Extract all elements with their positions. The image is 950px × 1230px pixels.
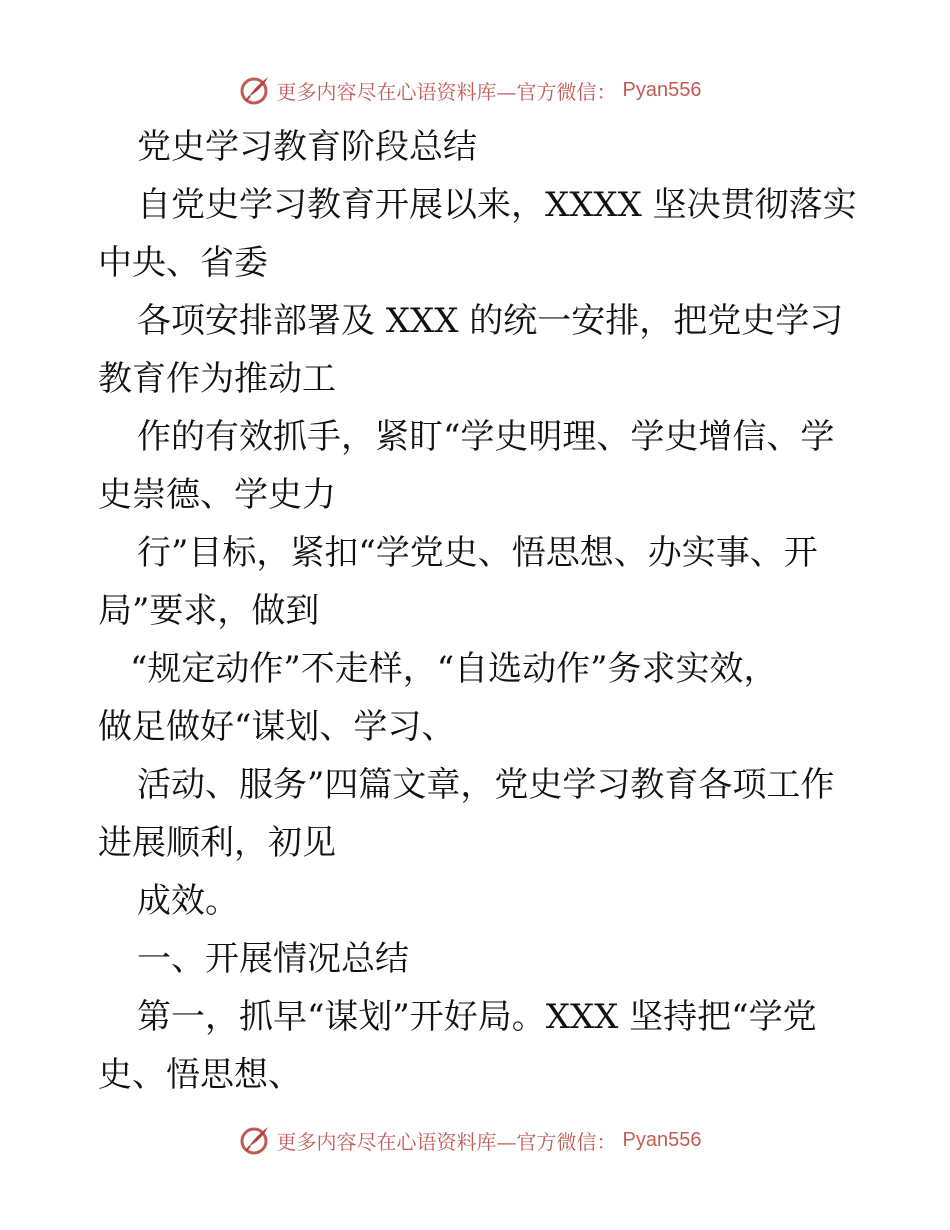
doc-line: 做足做好“谋划、学习、 <box>98 707 456 747</box>
doc-line: 自党史学习教育开展以来，XXXX 坚决贯彻落实 <box>137 185 857 225</box>
doc-line: 第一，抓早“谋划”开好局。XXX 坚持把“学党 <box>137 997 817 1037</box>
footer-banner <box>0 1120 950 1160</box>
doc-line: 作的有效抓手，紧盯“学史明理、学史增信、学 <box>137 417 835 457</box>
footer-banner-wechat-id: Pyan556 <box>622 1128 702 1151</box>
header-banner-content <box>239 74 702 106</box>
doc-line: 局”要求，做到 <box>98 591 320 631</box>
header-banner-text: 更多内容尽在心语资料库—官方微信： <box>276 79 617 104</box>
doc-line: 进展顺利，初见 <box>98 823 336 863</box>
footer-banner-content <box>239 1124 702 1156</box>
doc-line: 史、悟思想、 <box>98 1055 302 1095</box>
doc-line: 成效。 <box>137 881 239 921</box>
feather-logo-icon <box>239 1124 271 1156</box>
section-heading: 一、开展情况总结 <box>137 939 409 979</box>
feather-logo-icon <box>239 74 271 106</box>
header-banner <box>0 70 950 110</box>
doc-line: 各项安排部署及 XXX 的统一安排，把党史学习 <box>137 301 844 341</box>
doc-line: 活动、服务”四篇文章，党史学习教育各项工作 <box>137 765 835 805</box>
doc-title: 党史学习教育阶段总结 <box>137 127 477 167</box>
footer-banner-text: 更多内容尽在心语资料库—官方微信： <box>276 1129 617 1154</box>
doc-line: “规定动作”不走样，“自选动作”务求实效， <box>130 649 778 689</box>
doc-line: 史崇德、学史力 <box>98 475 336 515</box>
header-banner-wechat-id: Pyan556 <box>622 78 702 101</box>
doc-line: 行”目标，紧扣“学党史、悟思想、办实事、开 <box>137 533 818 573</box>
doc-line: 中央、省委 <box>98 243 268 283</box>
doc-line: 教育作为推动工 <box>98 359 336 399</box>
